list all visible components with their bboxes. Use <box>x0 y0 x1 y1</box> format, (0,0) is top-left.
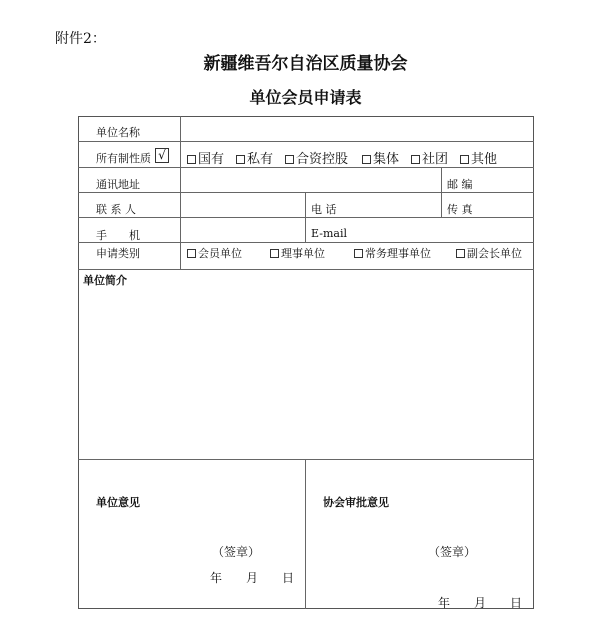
ownership-label: 所有制性质 <box>96 152 151 165</box>
attachment-label: 附件2： <box>55 31 106 47</box>
unit-date-text: 年 月 日 <box>210 571 295 585</box>
unit-name-label: 单位名称 <box>96 126 140 139</box>
checkbox-icon <box>285 155 294 164</box>
checkbox-icon <box>187 155 196 164</box>
row-divider <box>78 192 534 193</box>
category-option-vice-president[interactable]: 副会长单位 <box>456 245 522 261</box>
unit-opinion-label: 单位意见 <box>96 496 140 509</box>
phone-label: 电 话 <box>311 203 337 216</box>
row-divider <box>78 217 534 218</box>
checkbox-icon <box>456 249 465 258</box>
ownership-option-other[interactable]: 其他 <box>460 148 497 167</box>
ownership-option-private[interactable]: 私有 <box>236 148 273 167</box>
assoc-seal-text: （签章） <box>428 545 477 559</box>
unit-seal-text: （签章） <box>212 545 261 559</box>
checkbox-icon <box>236 155 245 164</box>
email-label: E-mail <box>311 227 347 240</box>
mobile-label: 手 机 <box>96 229 140 242</box>
category-option-director[interactable]: 理事单位 <box>270 245 325 261</box>
checkbox-icon <box>460 155 469 164</box>
checkbox-icon <box>187 249 196 258</box>
checkbox-icon <box>354 249 363 258</box>
row-divider <box>78 242 534 243</box>
fax-label: 传 真 <box>447 203 473 216</box>
form-title: 单位会员申请表 <box>249 88 362 107</box>
intro-label: 单位简介 <box>83 274 127 287</box>
row-divider <box>78 269 534 270</box>
org-title: 新疆维吾尔自治区质量协会 <box>203 54 408 74</box>
checkbox-icon <box>411 155 420 164</box>
ownership-option-joint[interactable]: 合资控股 <box>285 148 348 167</box>
assoc-opinion-label: 协会审批意见 <box>323 496 389 509</box>
checkbox-icon <box>362 155 371 164</box>
contact-label: 联 系 人 <box>96 203 136 216</box>
postcode-label: 邮 编 <box>447 178 473 191</box>
category-option-executive-director[interactable]: 常务理事单位 <box>354 245 431 261</box>
address-label: 通讯地址 <box>96 178 140 191</box>
address-field[interactable] <box>181 168 440 191</box>
ownership-option-state[interactable]: 国有 <box>187 148 224 167</box>
row-divider <box>78 459 534 460</box>
ownership-option-collective[interactable]: 集体 <box>362 148 399 167</box>
col-divider <box>305 459 306 609</box>
checkbox-icon <box>270 249 279 258</box>
intro-field[interactable] <box>79 287 533 457</box>
col-divider <box>305 192 306 242</box>
mobile-field[interactable] <box>181 218 304 241</box>
assoc-date-text: 年 月 日 <box>438 596 523 610</box>
category-label: 申请类别 <box>96 247 140 260</box>
category-option-member[interactable]: 会员单位 <box>187 245 242 261</box>
ownership-checkbox[interactable]: √ <box>155 148 169 163</box>
ownership-option-association[interactable]: 社团 <box>411 148 448 167</box>
col-divider <box>441 167 442 217</box>
contact-field[interactable] <box>181 193 304 216</box>
